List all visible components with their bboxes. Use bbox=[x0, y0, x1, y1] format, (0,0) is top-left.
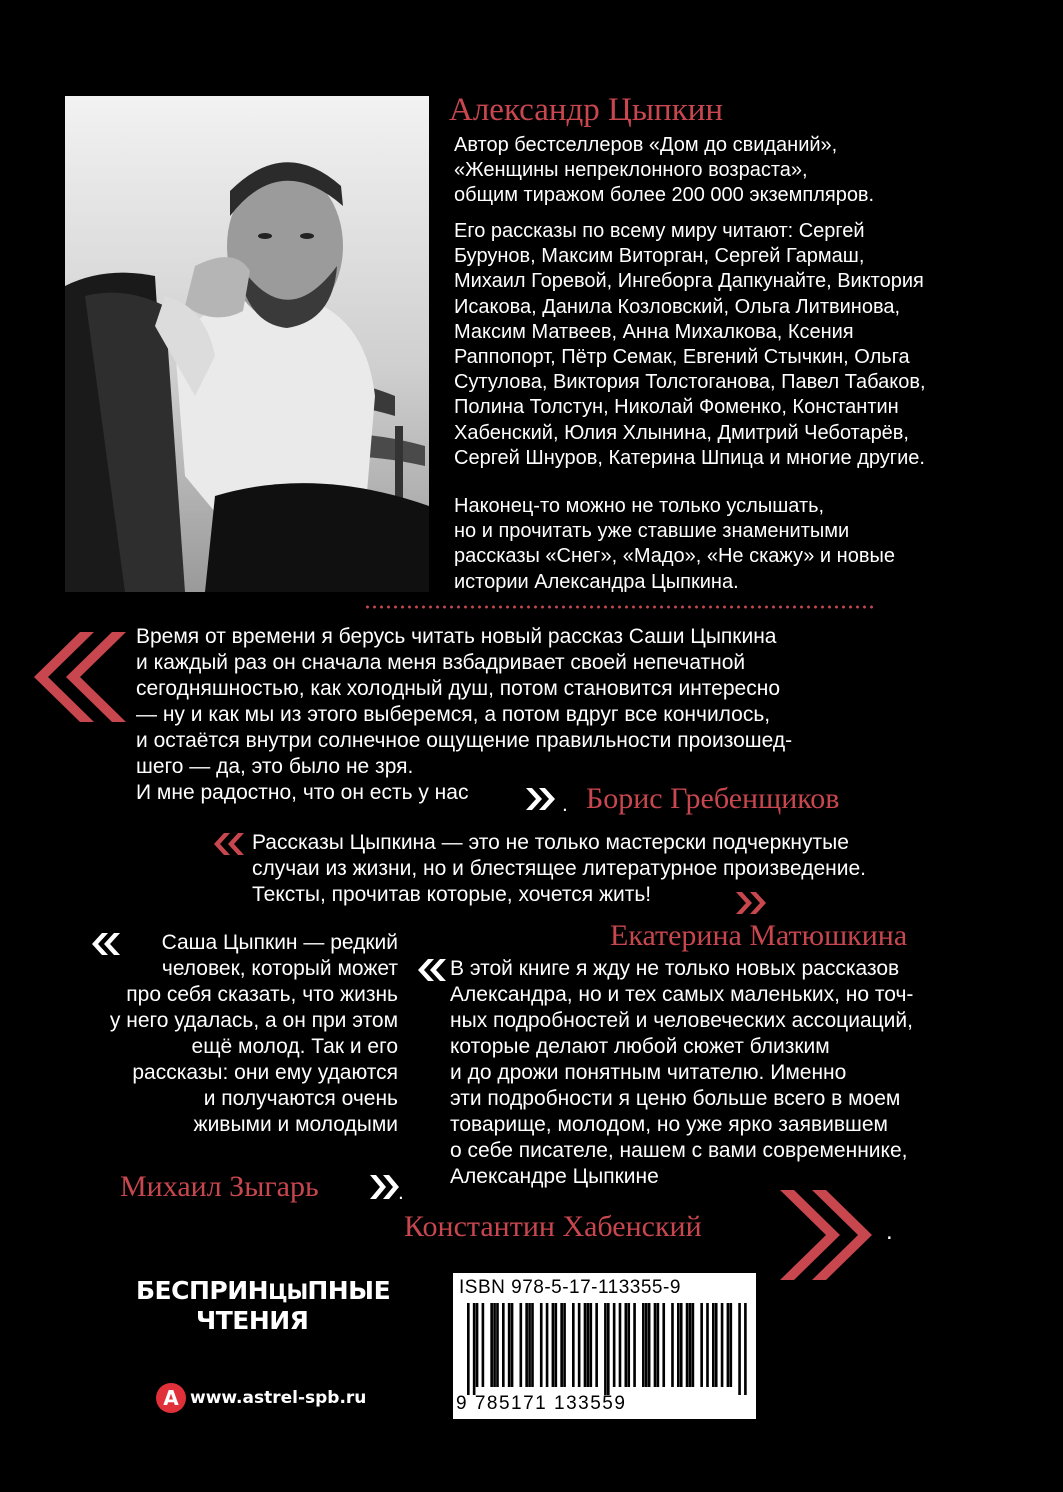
dotted-divider bbox=[364, 604, 874, 610]
readers-line: Сергей Шнуров, Катерина Шпица и многие другие. bbox=[454, 446, 925, 469]
readers-line: Раппопорт, Пётр Семак, Евгений Стычкин, Ольга bbox=[454, 346, 910, 369]
quote-line: которые делают любой сюжет близким bbox=[450, 1035, 830, 1058]
author-photo bbox=[65, 96, 429, 592]
barcode-bar bbox=[560, 1303, 563, 1387]
quote-line: И мне радостно, что он есть у нас bbox=[136, 781, 469, 804]
quote-line: В этой книге я жду не только новых рассказов bbox=[450, 957, 900, 980]
close-quote-icon bbox=[526, 788, 556, 815]
quote-line: сегодняшностью, как холодный душ, потом становится интересно bbox=[136, 677, 780, 700]
quote-line: Александра, но и тех самых маленьких, но точ- bbox=[450, 983, 914, 1006]
barcode-bar bbox=[645, 1303, 648, 1387]
quote-line: — ну и как мы из этого выберемся, а потом вдруг все кончилось, bbox=[136, 703, 771, 726]
barcode-bar bbox=[671, 1303, 674, 1387]
period-mark: . bbox=[398, 1181, 404, 1204]
quote-matyushkina bbox=[252, 830, 866, 908]
close-quote-icon bbox=[370, 1175, 400, 1204]
svg-text:А: А bbox=[163, 1386, 179, 1410]
finally-line: но и прочитать уже ставшие знаменитыми bbox=[454, 520, 850, 543]
barcode-bar bbox=[648, 1303, 651, 1387]
quote-line: рассказы: они ему удаются bbox=[132, 1061, 398, 1084]
quote-line: про себя сказать, что жизнь bbox=[126, 983, 398, 1006]
period-mark: . bbox=[562, 793, 568, 816]
barcode-bar bbox=[531, 1303, 534, 1387]
barcode-bar bbox=[727, 1303, 730, 1387]
barcode-bar bbox=[677, 1303, 680, 1387]
author-name: Александр Цыпкин bbox=[449, 92, 724, 128]
barcode-bar bbox=[563, 1303, 566, 1387]
barcode-bar bbox=[490, 1303, 493, 1387]
barcode-bar bbox=[528, 1303, 531, 1387]
barcode-bar bbox=[625, 1303, 628, 1387]
barcode-bar bbox=[689, 1303, 692, 1387]
barcode-bar bbox=[584, 1303, 587, 1387]
quote-line: и каждый раз он сначала меня взбадривает своей непечатной bbox=[136, 651, 746, 674]
quote-line: и остаётся внутри солнечное ощущение правильности произошед- bbox=[136, 729, 793, 752]
quote-line: шего — да, это было не зря. bbox=[136, 755, 414, 778]
bio-line: общим тиражом более 200 000 экземпляров. bbox=[454, 184, 875, 207]
barcode-bar bbox=[715, 1303, 718, 1387]
quote-line: Тексты, прочитав которые, хочется жить! bbox=[252, 883, 652, 906]
barcode-bar bbox=[662, 1303, 665, 1387]
quote-line: и получаются очень bbox=[203, 1087, 398, 1110]
barcode-bar bbox=[642, 1303, 645, 1387]
quote-line: человек, который может bbox=[161, 957, 398, 980]
quote-line: о себе писателе, нашем с вами современнике, bbox=[450, 1139, 908, 1162]
publisher-site-link[interactable]: www.astrel-spb.ru bbox=[190, 1388, 367, 1408]
barcode-bar bbox=[467, 1303, 470, 1395]
open-quote-icon bbox=[416, 959, 446, 986]
barcode-bar bbox=[546, 1303, 549, 1387]
barcode-bar bbox=[473, 1303, 476, 1395]
series-logo: БЕСПРИНЦЫПНЫЕ bbox=[136, 1276, 391, 1305]
barcode-bar bbox=[552, 1303, 555, 1387]
quote-line: ных подробностей и человеческих ассоциаций, bbox=[450, 1009, 913, 1032]
barcode-bar bbox=[508, 1303, 511, 1387]
quote-author-matyushkina: Екатерина Матюшкина bbox=[610, 919, 908, 952]
finally-paragraph bbox=[454, 494, 895, 595]
bio-line: «Женщины непреклонного возраста», bbox=[454, 159, 808, 182]
barcode-bar bbox=[587, 1303, 590, 1387]
finally-line: Наконец-то можно не только услышать, bbox=[454, 495, 825, 517]
quote-line: товарище, молодом, но уже ярко заявившем bbox=[450, 1113, 888, 1136]
readers-paragraph bbox=[454, 219, 926, 471]
finally-line: истории Александра Цыпкина. bbox=[454, 570, 739, 593]
readers-line: Бурунов, Максим Виторган, Сергей Гармаш, bbox=[454, 245, 865, 268]
quote-line: у него удалась, а он при этом bbox=[109, 1009, 398, 1032]
quote-khabensky bbox=[450, 956, 913, 1190]
barcode-bar bbox=[578, 1303, 581, 1387]
barcode-bar bbox=[607, 1303, 610, 1395]
barcode-bar bbox=[595, 1303, 598, 1387]
quote-line: ещё молод. Так и его bbox=[191, 1035, 398, 1058]
barcode-bar bbox=[721, 1303, 724, 1387]
barcode-bar bbox=[502, 1303, 505, 1387]
quote-grebenshchikov bbox=[136, 624, 792, 806]
barcode-bar bbox=[496, 1303, 499, 1387]
barcode-bar bbox=[738, 1303, 741, 1395]
period-mark: . bbox=[886, 1218, 893, 1245]
barcode-bar bbox=[692, 1303, 695, 1387]
barcode-bar bbox=[511, 1303, 514, 1387]
barcode-bar bbox=[572, 1303, 575, 1387]
barcode-bar bbox=[555, 1303, 558, 1387]
series-logo-line2: ЧТЕНИЯ bbox=[196, 1306, 309, 1335]
readers-line: Сутулова, Виктория Толстоганова, Павел Табаков, bbox=[454, 371, 926, 394]
isbn-barcode bbox=[453, 1273, 756, 1419]
quote-line: эти подробности я ценю больше всего в моем bbox=[450, 1087, 901, 1110]
barcode-bar bbox=[493, 1303, 496, 1387]
author-bio bbox=[454, 133, 874, 209]
bio-line: Автор бестселлеров «Дом до свиданий», bbox=[454, 134, 838, 156]
barcode-bar bbox=[657, 1303, 660, 1387]
quote-author-khabensky: Константин Хабенский bbox=[404, 1210, 702, 1243]
barcode-bar bbox=[706, 1303, 709, 1387]
readers-line: Полина Толстун, Николай Фоменко, Константин bbox=[454, 396, 899, 419]
readers-line: Михаил Горевой, Ингеборга Дапкунайте, Виктория bbox=[454, 270, 924, 293]
barcode-bars bbox=[467, 1303, 747, 1395]
quote-line: живыми и молодыми bbox=[193, 1113, 398, 1136]
barcode-bar bbox=[525, 1303, 528, 1387]
quote-line: Время от времени я берусь читать новый рассказ Саши Цыпкина bbox=[136, 625, 777, 648]
barcode-bar bbox=[482, 1303, 485, 1387]
barcode-bar bbox=[633, 1303, 636, 1387]
barcode-bar bbox=[476, 1303, 479, 1387]
barcode-bar bbox=[627, 1303, 630, 1387]
quote-line: и до дрожи понятным читателю. Именно bbox=[450, 1061, 847, 1084]
barcode-bar bbox=[590, 1303, 593, 1387]
quote-line: Александре Цыпкине bbox=[450, 1165, 659, 1188]
barcode-bar bbox=[700, 1303, 703, 1387]
quote-line: Рассказы Цыпкина — это не только мастерски подчеркнутые bbox=[252, 831, 849, 854]
quote-line: случаи из жизни, но и блестящее литературное произведение. bbox=[252, 857, 866, 880]
quote-line: Саша Цыпкин — редкий bbox=[161, 931, 398, 954]
big-close-quote-icon bbox=[780, 1190, 872, 1285]
quote-author-zygar: Михаил Зыгарь bbox=[120, 1170, 319, 1203]
open-quote-icon bbox=[212, 833, 244, 860]
barcode-bar bbox=[540, 1303, 543, 1387]
barcode-bar bbox=[680, 1303, 683, 1387]
publisher-logo-icon bbox=[155, 1382, 187, 1419]
barcode-bar bbox=[686, 1303, 689, 1387]
barcode-bar bbox=[604, 1303, 607, 1395]
isbn-digits: 9 785171 133559 bbox=[456, 1393, 627, 1414]
barcode-bar bbox=[613, 1303, 616, 1387]
close-quote-icon bbox=[736, 892, 768, 919]
quote-author-grebenshchikov: Борис Гребенщиков bbox=[586, 782, 840, 815]
finally-line: рассказы «Снег», «Мадо», «Не скажу» и новые bbox=[454, 545, 895, 568]
big-open-quote-icon bbox=[34, 632, 126, 727]
readers-line: Его рассказы по всему миру читают: Сергей bbox=[454, 220, 865, 242]
quote-zygar bbox=[60, 930, 398, 1138]
readers-line: Максим Матвеев, Анна Михалкова, Ксения bbox=[454, 320, 854, 343]
barcode-bar bbox=[654, 1303, 657, 1387]
barcode-bar bbox=[730, 1303, 733, 1387]
isbn-label: ISBN 978-5-17-113355-9 bbox=[459, 1277, 681, 1298]
readers-line: Хабенский, Юлия Хлынина, Дмитрий Чеботарёв, bbox=[454, 421, 909, 444]
barcode-bar bbox=[712, 1303, 715, 1387]
barcode-bar bbox=[744, 1303, 747, 1395]
readers-line: Исакова, Данила Козловский, Ольга Литвинова, bbox=[454, 295, 901, 318]
barcode-bar bbox=[520, 1303, 523, 1387]
barcode-bar bbox=[619, 1303, 622, 1387]
